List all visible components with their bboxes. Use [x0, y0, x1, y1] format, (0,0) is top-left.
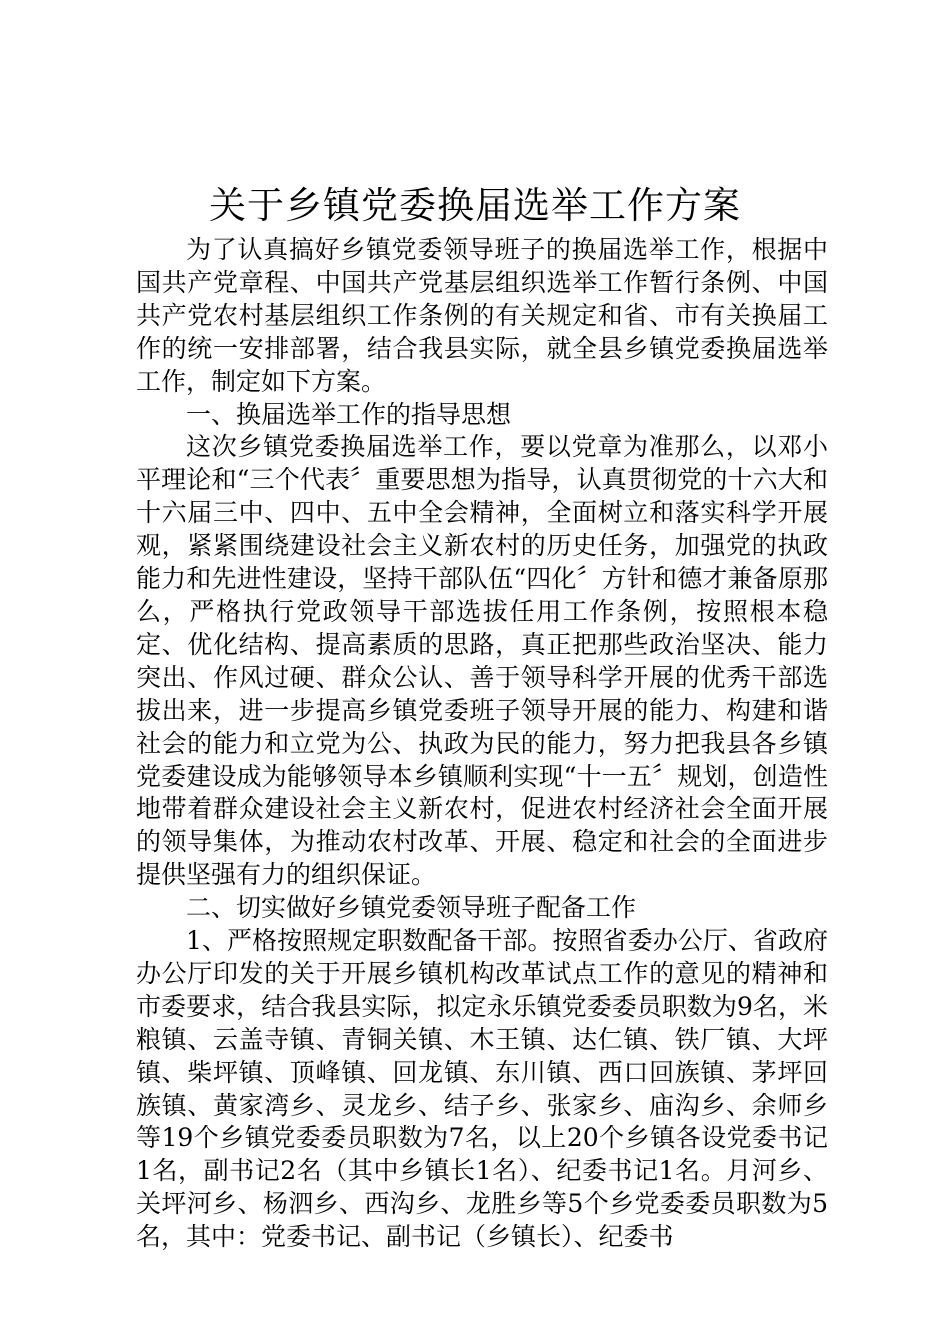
section-heading-guiding-thought: 一、换届选举工作的指导思想: [186, 399, 512, 429]
staffing-paragraph: 1、严格按照规定职数配备干部。按照省委办公厅、省政府办公厅印发的关于开展乡镇机构改革试点工作的意见的精神和市委要求，结合我县实际，拟定永乐镇党委委员职数为9名，米粮镇、云盖寺镇、青铜关镇、木王镇、达仁镇、铁厂镇、大坪镇、柴坪镇、顶峰镇、回龙镇、东川镇、西口回族镇、茅坪回族镇、黄家湾乡、灵龙乡、结子乡、张家乡、庙沟乡、余师乡等19个乡镇党委委员职数为7名，以上20个乡镇各设党委书记1名，副书记2名（其中乡镇长1名）、纪委书记1名。月河乡、关坪河乡、杨泗乡、西沟乡、龙胜乡等5个乡党委委员职数为5名，其中：党委书记、副书记（乡镇长）、纪委书: [136, 926, 828, 1252]
intro-paragraph: 为了认真搞好乡镇党委领导班子的换届选举工作，根据中国共产党章程、中国共产党基层组织选举工作暂行条例、中国共产党农村基层组织工作条例的有关规定和省、市有关换届工作的统一安排部署，结合我县实际，就全县乡镇党委换届选举工作，制定如下方案。: [136, 235, 828, 396]
document-title: 关于乡镇党委换届选举工作方案: [209, 184, 741, 227]
guiding-thought-paragraph: 这次乡镇党委换届选举工作，要以党章为准那么，以邓小平理论和“三个代表〞重要思想为指导，认真贯彻党的十六大和十六届三中、四中、五中全会精神，全面树立和落实科学开展观，紧紧围绕建设社会主义新农村的历史任务，加强党的执政能力和先进性建设，坚持干部队伍“四化〞方针和德才兼备原那么，严格执行党政领导干部选拔任用工作条例，按照根本稳定、优化结构、提高素质的思路，真正把那些政治坚决、能力突出、作风过硬、群众公认、善于领导科学开展的优秀干部选拔出来，进一步提高乡镇党委班子领导开展的能力、构建和谐社会的能力和立党为公、执政为民的能力，努力把我县各乡镇党委建设成为能够领导本乡镇顺利实现“十一五〞规划，创造性地带着群众建设社会主义新农村，促进农村经济社会全面开展的领导集体，为推动农村改革、开展、稳定和社会的全面进步提供坚强有力的组织保证。: [136, 432, 828, 890]
section-heading-staffing: 二、切实做好乡镇党委领导班子配备工作: [186, 893, 637, 923]
document-body: [136, 234, 828, 1254]
